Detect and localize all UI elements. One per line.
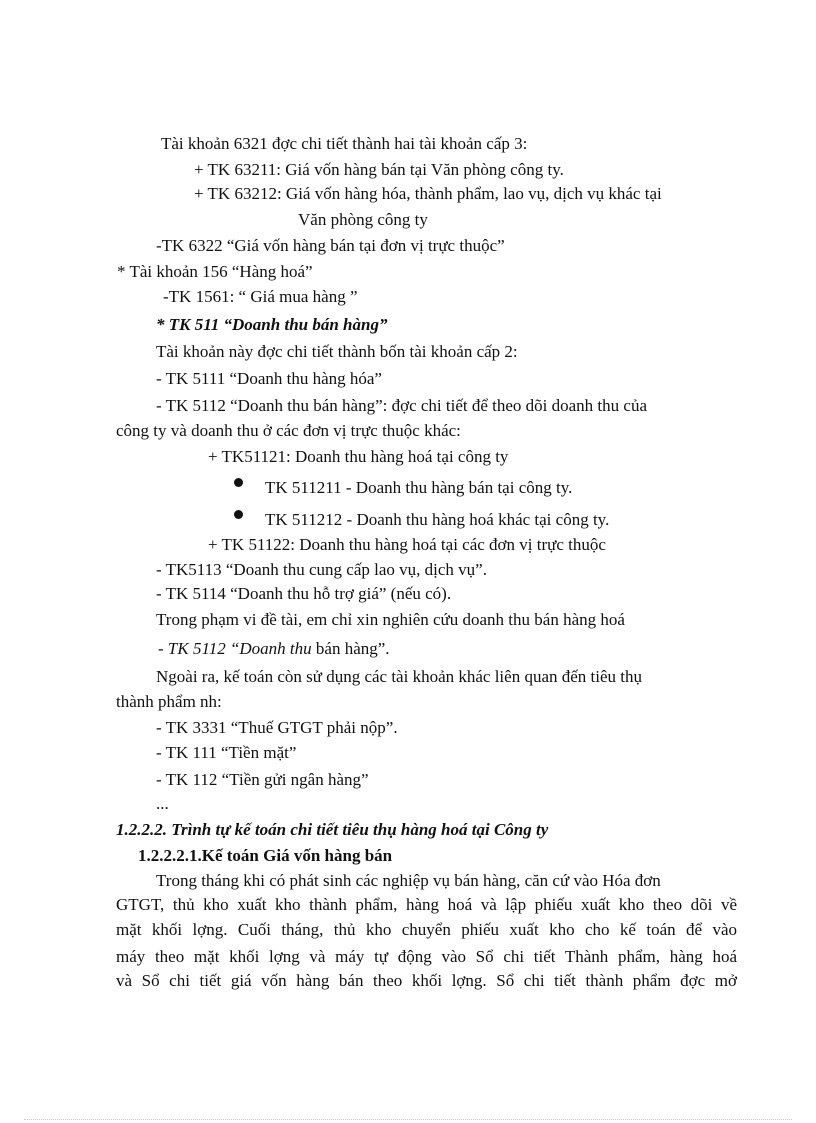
text-line: Văn phòng công ty — [298, 210, 428, 229]
text-line: - TK 3331 “Thuế GTGT phải nộp”. — [156, 718, 398, 737]
paragraph-line: và Sổ chi tiết giá vốn hàng bán theo khối lợng. Sổ chi tiết thành phẩm đợc mở — [116, 971, 737, 990]
text-line — [158, 639, 390, 659]
section-heading: * TK 511 “Doanh thu bán hàng” — [156, 315, 388, 334]
text-line: -TK 6322 “Giá vốn hàng bán tại đơn vị trực thuộc” — [156, 236, 505, 255]
account-reference-tail: bán hàng”. — [311, 639, 390, 658]
subsubsection-heading: 1.2.2.2.1.Kế toán Giá vốn hàng bán — [138, 846, 393, 865]
account-reference: - TK 5112 “Doanh thu — [158, 639, 312, 658]
text-line: Tài khoản 6321 đợc chi tiết thành hai tài khoản cấp 3: — [161, 134, 528, 153]
bullet-icon — [234, 478, 243, 487]
page-bottom-border — [24, 1119, 792, 1120]
text-line: - TK 111 “Tiền mặt” — [156, 743, 297, 762]
text-line: + TK 51122: Doanh thu hàng hoá tại các đơn vị trực thuộc — [208, 535, 606, 554]
text-line: Trong phạm vi đề tài, em chỉ xin nghiên cứu doanh thu bán hàng hoá — [156, 610, 625, 629]
text-line: + TK 63212: Giá vốn hàng hóa, thành phẩm, lao vụ, dịch vụ khác tại — [194, 184, 662, 203]
text-line: - TK5113 “Doanh thu cung cấp lao vụ, dịch vụ”. — [156, 560, 487, 579]
text-line: - TK 112 “Tiền gửi ngân hàng” — [156, 770, 369, 789]
text-line: + TK 63211: Giá vốn hàng bán tại Văn phòng công ty. — [194, 160, 564, 179]
text-line: - TK 5111 “Doanh thu hàng hóa” — [156, 369, 382, 388]
text-line: + TK51121: Doanh thu hàng hoá tại công ty — [208, 447, 509, 466]
subsection-heading: 1.2.2.2. Trình tự kế toán chi tiết tiêu thụ hàng hoá tại Công ty — [116, 820, 549, 839]
bullet-icon — [234, 510, 243, 519]
paragraph-line: mặt khối lợng. Cuối tháng, thủ kho chuyển phiếu xuất kho cho kế toán để vào — [116, 920, 737, 939]
text-line: - TK 5114 “Doanh thu hỗ trợ giá” (nếu có). — [156, 584, 452, 603]
text-line: thành phẩm nh: — [116, 692, 222, 711]
text-line: công ty và doanh thu ở các đơn vị trực thuộc khác: — [116, 421, 461, 440]
paragraph-line: máy theo mặt khối lợng và máy tự động vào Sổ chi tiết Thành phẩm, hàng hoá — [116, 947, 737, 966]
list-item: TK 511211 - Doanh thu hàng bán tại công ty. — [265, 478, 573, 497]
text-line: ... — [156, 794, 169, 813]
text-line: Ngoài ra, kế toán còn sử dụng các tài khoản khác liên quan đến tiêu thụ — [156, 667, 643, 686]
list-item: TK 511212 - Doanh thu hàng hoá khác tại công ty. — [265, 510, 610, 529]
paragraph-line: GTGT, thủ kho xuất kho thành phẩm, hàng hoá và lập phiếu xuất kho theo dõi về — [116, 895, 737, 914]
text-line: Tài khoản này đợc chi tiết thành bốn tài khoản cấp 2: — [156, 342, 518, 361]
text-line: * Tài khoản 156 “Hàng hoá” — [117, 262, 313, 281]
text-line: - TK 5112 “Doanh thu bán hàng”: đợc chi tiết để theo dõi doanh thu của — [156, 396, 647, 415]
paragraph-line: Trong tháng khi có phát sinh các nghiệp vụ bán hàng, căn cứ vào Hóa đơn — [156, 871, 661, 890]
text-line: -TK 1561: “ Giá mua hàng ” — [163, 287, 358, 306]
